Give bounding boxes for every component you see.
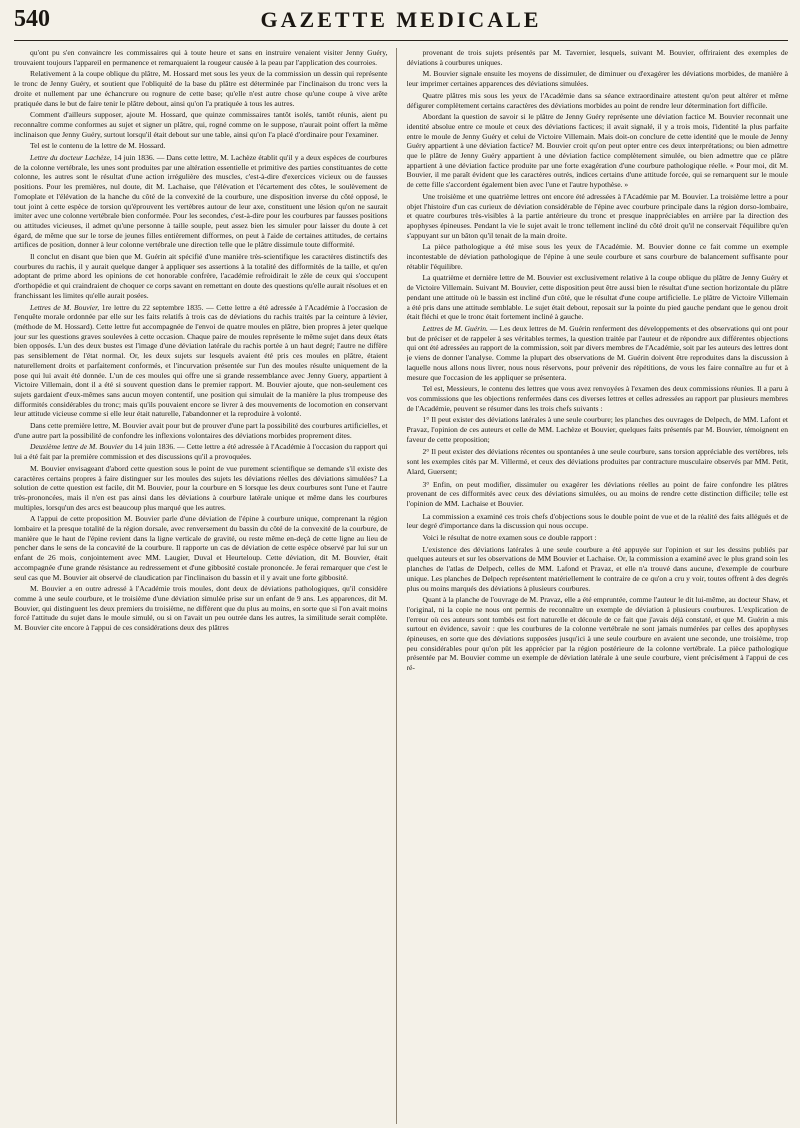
- paragraph: [14, 48, 388, 67]
- paragraph-text: Comment d'ailleurs supposer, ajoute M. Hossard, que quinze commissaires tantôt isolés, tantôt réunis, aient pu reconnaître comme conformes au sujet et signer un plâtre, qui, rogné comme on le suppose, n'aurait point offert la même inclinaison que Jenny Guéry, surtout lorsqu'il était debout sur une table, ainsi qu'on l'a placé d'ordinaire pour l'examiner.: [14, 110, 388, 139]
- left-column: [14, 48, 397, 1124]
- paragraph: [14, 584, 388, 633]
- paragraph-lead: Lettres de M. Bouvier,: [30, 302, 100, 312]
- paragraph-lead: Deuxième lettre de M. Bouvier: [30, 442, 124, 452]
- page-number: 540: [14, 6, 50, 32]
- paragraph-text: L'existence des déviations latérales à une seule courbure a été appuyée sur l'opinion et sur les dessins publiés par quelques auteurs et sur les observations de MM Bouvier et Lachaise. Or, la commission a examiné avec le plus grand soin les planches de l'atlas de Delpech, celles de MM. Lafond et Pravaz, et elle n'a trouvé dans aucune, d'exemple de courbure unique. Les planches de Delpech représentent matériellement le contraire de ce qu'on a cru y voir, toutes offrent à des degrés plus ou moins marqués des déviations à plusieurs courbures.: [406, 544, 788, 593]
- paragraph-text: Tel est le contenu de la lettre de M. Hossard.: [30, 141, 166, 151]
- paragraph-text: 1re lettre du 22 septembre 1835. — Cette lettre a été adressée à l'Académie à l'occasion de l'enquête morale ordonnée par elle sur les faits relatifs à trois cas de déviations du rachis traités par la ceinture à lévier, (méthode de M. Hossard). Cette lettre fut accompagnée de l'envoi de quatre moules en plâtre, bien propres à jeter quelque jour sur les questions graves soulevées à cette occasion. Chaque paire de moules représente le même sujet dans deux états bien opposés. L'un des deux bustes est l'image d'une déviation latérale du rachis portée à un haut degré; l'autre ne diffère pas sensiblement de l'état normal. Or, les deux sujets sur lesquels avaient été pris ces moules en plâtre, étaient naturellement droits et parfaitement conformés, et l'incurvation présentée sur l'un des moules résulte uniquement de la pose qui lui avait été donnée. L'un de ces moules qui offre une si grande ressemblance avec Jenny Guery, appartient à Victoire Villemain, dont il a été si souvent question dans le premier rapport. M. Bouvier ajoute, que non-seulement ces sujets gardaient d'eux-mêmes sans aucun moyen contentif, une position qui simulait de la manière la plus trompeuse des difformités considérables du tronc; mais qu'ils pouvaient encore se livrer à des mouvements de locomotion en conservant leur attitude vicieuse comme si elle leur était naturelle, l'abandonner et la reproduire à volonté.: [14, 302, 388, 419]
- paragraph-text: La commission a examiné ces trois chefs d'objections sous le double point de vue et de la réalité des faits allégués et de leur degré d'importance dans la discussion qui nous occupe.: [406, 511, 788, 531]
- paragraph-text: Une troisième et une quatrième lettres ont encore été adressées à l'Académie par M. Bouvier. La troisième lettre a pour objet l'histoire d'un cas curieux de déviation considérable de l'épine avec courbure principale dans la région dorso-lombaire, et quatre courbures très-visibles à la partie antérieure du tronc et presque inappréciables en arrière par la direction des apophyses épineuses. Pendant la vie le sujet avait le tronc tellement incliné du côté droit qu'il ne conservait l'équilibre qu'en s'appuyant sur un bâton qu'il tenait de la main droite.: [406, 191, 788, 240]
- paragraph: [407, 533, 789, 543]
- paragraph: [14, 514, 388, 582]
- paragraph-text: Quant à la planche de l'ouvrage de M. Pravaz, elle a été empruntée, comme l'auteur le dit lui-même, au docteur Shaw, et l'original, ni la copie ne nous ont permis de reconnaître un exemple de déviation à plusieurs courbures. L'explication de l'erreur où ces auteurs sont tombés est fort naturelle et découle de ce fait que j'avais déjà constaté, et que M. Guérin a mis surtout en évidence, savoir : que les courbures de la colonne vertébrale ne sont jamais numérées par celles des apophyses épineuses, en sorte que des déviations supposées jusqu'ici à une seule courbure en avaient une seconde, une troisième, trop peu considérables pour qu'on pût les apprécier par la région postérieure de la colonne vertébrale. La pièce pathologique présentée par M. Bouvier comme un exemple de déviation latérale à une seule courbure, vient précisément à l'appui de ces ré-: [406, 595, 788, 673]
- paragraph: [14, 442, 388, 461]
- article-body: [14, 48, 788, 1124]
- paragraph: [407, 480, 789, 509]
- paragraph-text: Voici le résultat de notre examen sous ce double rapport :: [422, 533, 597, 543]
- paragraph: [407, 48, 789, 67]
- paragraph: [407, 384, 789, 413]
- paragraph: [14, 252, 388, 301]
- paragraph-text: 1° Il peut exister des déviations latérales à une seule courbure; les planches des ouvrages de Delpech, de MM. Lafont et Pravaz, l'opinion de ces auteurs et celle de MM. Lachèze et Bouvier, quelques faits présentés par M. Bouvier, témoignent en faveur de cette proposition;: [406, 415, 788, 444]
- paragraph-text: qu'ont pu s'en convaincre les commissaires qui à toute heure et sans en instruire venaient visiter Jenny Guéry, trouvaient toujours l'appareil en permanence et remarquaient la rougeur causée à la peau par l'application des courroies.: [14, 48, 388, 67]
- paragraph: [407, 545, 789, 594]
- paragraph: [407, 91, 789, 110]
- paragraph-text: provenant de trois sujets présentés par M. Tavernier, lesquels, suivant M. Bouvier, offriraient des exemples de déviations à courbures uniques.: [406, 48, 788, 67]
- paragraph-text: La quatrième et dernière lettre de M. Bouvier est exclusivement relative à la coupe oblique du plâtre de Jenny Guéry et de Victoire Villemain. Suivant M. Bouvier, cette disposition peut être aussi bien le résultat d'une section horizontale du plâtre pendant une attitude où le bassin est incliné d'un côté, que le résultat d'une coupe artificielle. Le plâtre de Victoire Villemain a été pris dans une attitude semblable. Le sujet était debout, reposait sur la pointe du pied gauche pendant que le genou droit était fléchi et que le tronc était fortement incliné à gauche.: [406, 273, 788, 322]
- page-header: [14, 6, 788, 41]
- right-column: [407, 48, 789, 1124]
- paragraph-lead: Lettres de M. Guérin.: [422, 323, 488, 333]
- paragraph: [407, 512, 789, 531]
- paragraph: [407, 242, 789, 271]
- paragraph-text: 3° Enfin, on peut modifier, dissimuler ou exagérer les déviations réelles au point de faire confondre les plâtres provenant de ces difformités avec ceux des déviations simulées, ou au moins de rendre cette distinction difficile; telle est l'opinion de MM. Lachaise et Bouvier.: [406, 479, 788, 508]
- paragraph: [407, 69, 789, 88]
- paragraph: [407, 192, 789, 241]
- paragraph-text: M. Bouvier signale ensuite les moyens de dissimuler, de diminuer ou d'exagérer les déviations morbides, de manière à leur imprimer certaines apparences des déviations simulées.: [406, 69, 788, 89]
- paragraph-text: Abordant la question de savoir si le plâtre de Jenny Guéry représente une déviation factice M. Bouvier reconnait une identité absolue entre ce moule et ceux des déviations factices; il avait signalé, il y a trois mois, l'identité la plus parfaite entre le moule de Jenny Guéry et celui de Victoire Villemain. Mais doit-on conclure de cette identité que le moule de Jenny Guéry appartient à une déviation factice? M. Bouvier croit qu'on peut opter entre ces deux interprétations; ou bien admettre que le plâtre de Jenny Guéry appartient à une déviation factice complètement simulée, ou bien admettre que ce plâtre appartient à une déviation factice produite par une forte exagération d'une courbure pathologique réelle. « Pour moi, dit M. Bouvier, il me paraît évident que les caractères outrés, indices certains d'une attitude forcée, qui se remarquent sur le moule de cette fille s'accordent également bien avec l'une et l'autre hypothèse. »: [406, 112, 788, 190]
- paragraph-text: La pièce pathologique a été mise sous les yeux de l'Académie. M. Bouvier donne ce fait comme un exemple incontestable de déviation pathologique de l'épine à une seule courbure et sans courbure de balancement suffisante pour rétablir l'équilibre.: [406, 242, 788, 271]
- paragraph: [407, 595, 789, 673]
- paragraph-text: Dans cette première lettre, M. Bouvier avait pour but de prouver d'une part la possibilité des courbures artificielles, et d'une autre part la possibilité de confondre les inflexions volontaires des déviations morbides proprement dites.: [14, 421, 388, 440]
- paragraph-text: Il conclut en disant que bien que M. Guérin ait spécifié d'une manière très-scientifique les caractères distinctifs des courbures du rachis, il y aurait quelque danger à appliquer ses assertions à la totalité des difformités de la taille, et qu'en adoptant de prime abord les opinions de cet honorable confrère, l'académie refroidirait le zèle de ceux qui s'occupent d'orthopédie et qui craindraient de choquer ce corps savant en remettant en doute des questions qu'elle aurait résolues et en franchissant les limites qu'elle aurait posées.: [14, 252, 388, 300]
- paragraph: [14, 421, 388, 440]
- paragraph-text: Relativement à la coupe oblique du plâtre, M. Hossard met sous les yeux de la commission un dessin qui représente le tronc de Jenny Guéry, et soutient que l'obliquité de la base du plâtre est déterminée par l'inclinaison du tronc vers la droite et nullement par une échancrure ou rognure de cette base; qu'elle n'est autre chose qu'une coupe à vive arête pratiquée dans le but de faire tenir le plâtre debout, ainsi qu'on l'a pratiquée à tous les autres.: [14, 69, 388, 108]
- paragraph: [14, 110, 388, 139]
- paragraph-text: 14 juin 1836. — Dans cette lettre, M. Lachèze établit qu'il y a deux espèces de courbures de la colonne vertébrale, les unes sont produites par une altération essentielle et primitive des parties constituantes de cette colonne, les autres sont le résultat d'une action irrégulière des muscles, c'est-à-dire d'exercices vicieux ou de fausses positions. Pour les premières, nul doute, dit M. Lachaise, que l'élévation et l'écartement des côtes, le soulèvement de l'omoplate et l'élévation de la hanche du côté de la convexité de la courbure, une disposition inverse du côté opposé, le tout joint à cette espèce de torsion qu'éprouvent les vertèbres autour de leur axe, constituent une lésion qu'on ne saurait imiter avec une colonne vertébrale bien conformée. Pour les secondes, c'est-à-dire pour les courbures par fausses positions ou attitudes vicieuses, il admet qu'une personne à taille souple, peut assez bien les simuler pour laisser du doute à cet égard, de même que sur le torse de jeunes filles entièrement difformes, on peut à l'aide de certaines attitudes, de certains artifices de position, donner à leur colonne vertébrale une direction telle que le plâtre dissimule toute difformité.: [14, 153, 388, 250]
- paragraph: [407, 415, 789, 444]
- paragraph-text: — Les deux lettres de M. Guérin renferment des développements et des observations qui ont pour but de préciser et de rappeler à ses véritables termes, la question traitée par l'auteur et de répondre aux différentes objections qui ont été adressées au rapport de la commission, soit par divers membres de l'Académie, soit par les auteurs des lettres dont je viens de donner l'analyse. Comme la plupart des observations de M. Guérin doivent être reproduites dans la discussion à laquelle nous allons nous livrer, nous nous réservons, pour prévenir des répétitions, de vous les faire connaître au fur et à mesure que l'occasion de les appliquer se présentera.: [406, 323, 788, 382]
- paragraph-lead: Lettre du docteur Lachèze,: [30, 153, 112, 163]
- paragraph: [14, 303, 388, 419]
- paragraph: [14, 69, 388, 108]
- paragraph-text: Tel est, Messieurs, le contenu des lettres que vous avez renvoyées à l'examen des deux commissions réunies. Il a paru à vos commissions que les objections renfermées dans ces diverses lettres et celles adressées au rapport par plusieurs membres de l'Académie, peuvent se résumer dans les trois chefs suivants :: [406, 384, 788, 413]
- paragraph: [14, 153, 388, 250]
- paragraph: [14, 464, 388, 513]
- paragraph-text: Quatre plâtres mis sous les yeux de l'Académie dans sa séance extraordinaire attestent qu'on peut altérer et même défigurer complètement certains caractères des déviations morbides au point de rendre leur détermination fort difficile.: [406, 90, 788, 110]
- paragraph: [407, 273, 789, 322]
- paragraph-text: A l'appui de cette proposition M. Bouvier parle d'une déviation de l'épine à courbure unique, comprenant la région lombaire et la presque totalité de la région dorsale, avec renversement du bassin du côté de la convexité de la courbure, de manière que le haut de l'épine revient dans la ligne verticale de gravité, ou reste même en-deçà de cette ligne au lieu de pencher dans le sens de la concavité de la courbure. Il rapporte un cas de déviation de cette espèce observé par lui sur un enfant de 26 mois, conjointement avec MM. Laugier, Duval et Heurteloup. Cette déviation, dit M. Bouvier, était accompagnée d'une grande résistance au redressement et d'une gibbosité costale prononcée. Je ferai remarquer que c'est le seul cas que M. Bouvier ait observé de claudication par l'inclinaison du bassin et il y avait une forte gibbosité.: [14, 514, 388, 582]
- paragraph: [407, 447, 789, 476]
- paragraph-text: M. Bouvier a en outre adressé à l'Académie trois moules, dont deux de déviations pathologiques, qu'il considère comme à une seule courbure, et le troisième d'une déviation simulée prise sur un enfant de 9 ans. Les apparences, dit M. Bouvier, qui distinguent les deux premiers du troisième, ne diffèrent que du plus au moins, en sorte que si l'on avait moins forcé l'attitude du sujet dans le moule simulé, ou si on l'avait un peu outrée dans les autres, la similitude serait complète. M. Bouvier cite encore à l'appui de ces considérations deux des plâtres: [14, 584, 388, 633]
- paragraph-text: 2° Il peut exister des déviations récentes ou spontanées à une seule courbure, sans torsion appréciable des vertèbres, tels sont les exemples cités par M. Villermé, et ceux des déviations produites par contracture musculaire observés par MM. Petit, Alard, Guersent;: [406, 447, 788, 476]
- paragraph: [407, 324, 789, 382]
- journal-title: GAZETTE MEDICALE: [260, 7, 542, 32]
- paragraph: [407, 112, 789, 190]
- paragraph-text: M. Bouvier envisageant d'abord cette question sous le point de vue purement scientifique se demande s'il existe des caractères certains propres à faire distinguer sur les moules des sujets les déviations réelles des déviations simulées? La solution de cette question est facile, dit M. Bouvier, pour la courbure en S lorsque les deux courbures sont l'une et l'autre très-prononcées, mais il n'en est pas ainsi dans les déviations à courbure latérale unique et même dans les courbures multiples, lorsqu'un des arcs est beaucoup plus marqué que les autres.: [14, 463, 388, 512]
- paragraph: [14, 141, 388, 151]
- paragraph-text: du 14 juin 1836. — Cette lettre a été adressée à l'Académie à l'occasion du rapport qui lui a été fait par la première commission et des discussions qu'il a provoquées.: [14, 442, 388, 462]
